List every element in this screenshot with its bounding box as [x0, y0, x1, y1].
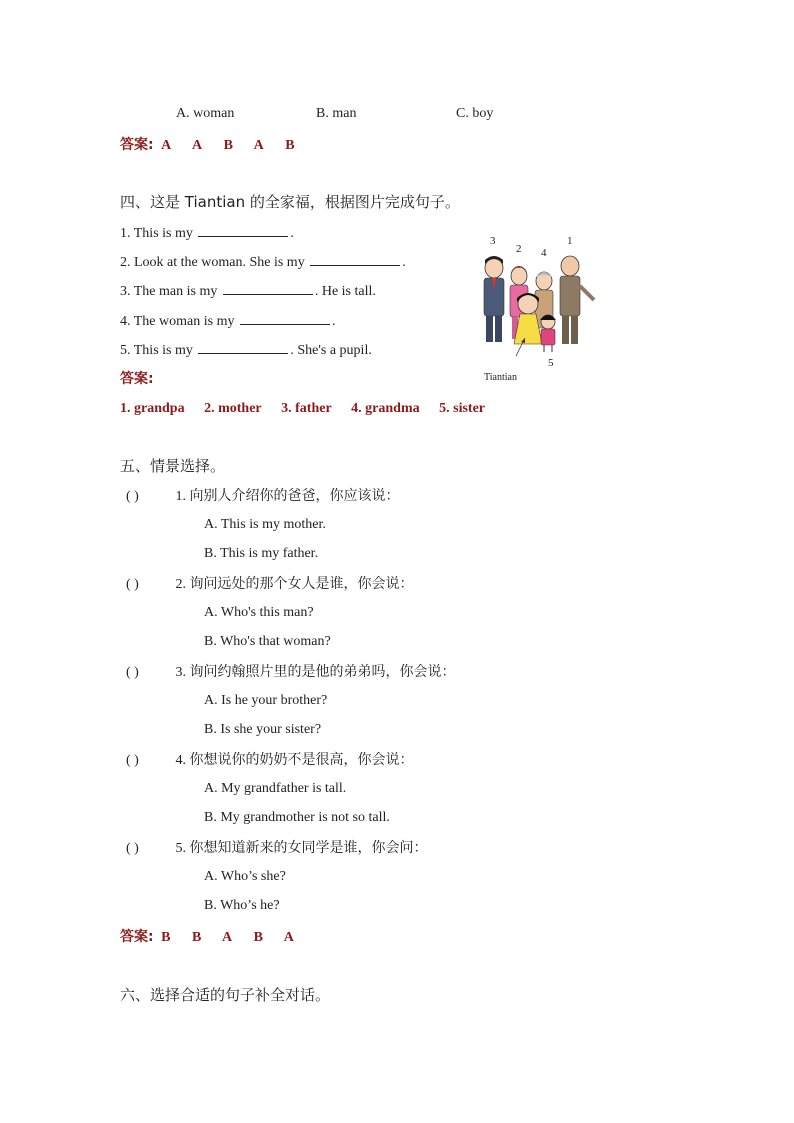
q5-end: . She's a pupil.: [290, 343, 372, 358]
answer-item: B: [223, 138, 233, 153]
option-b: B. Who’s he?: [204, 898, 280, 913]
option-a: A. woman: [176, 106, 235, 121]
sec4-q1: [120, 224, 294, 243]
label-5: 5: [548, 357, 554, 369]
answer-item: A: [161, 138, 172, 153]
label-2: 2: [516, 243, 522, 255]
question-number: 4.: [175, 753, 186, 768]
answer-parentheses[interactable]: ( ): [126, 841, 139, 856]
answer-label: 答案:: [120, 137, 154, 153]
q4-end: .: [331, 314, 336, 329]
sec4-answers: [120, 400, 485, 418]
answer-blank[interactable]: [240, 312, 330, 325]
grandpa-figure: [560, 256, 594, 344]
q3-text: 3. The man is my: [120, 284, 218, 299]
answer-parentheses[interactable]: ( ): [126, 489, 139, 504]
answer-parentheses[interactable]: ( ): [126, 665, 139, 680]
option-b: B. man: [316, 106, 357, 121]
sec3-answer: [120, 136, 313, 155]
sec4-q4: [120, 312, 335, 331]
sec6-heading: 六、选择合适的句子补全对话。: [120, 986, 331, 1004]
sec5-q4: [126, 751, 414, 770]
answer-label: 答案:: [120, 929, 154, 945]
q3-end: . He is tall.: [314, 284, 376, 299]
answer-parentheses[interactable]: ( ): [126, 577, 139, 592]
q1-end: .: [290, 226, 294, 241]
question-text: 询问约翰照片里的是他的弟弟吗，你会说：: [189, 664, 456, 680]
question-text: 你想知道新来的女同学是谁，你会问：: [189, 840, 428, 856]
sec5-answer: [120, 928, 312, 947]
sec5-heading: 五、情景选择。: [120, 457, 226, 475]
answer-item: 3. father: [281, 401, 332, 416]
answer-item: B: [161, 930, 171, 945]
sec5-q1: [126, 487, 400, 506]
answer-blank[interactable]: [198, 224, 288, 237]
answer-item: 4. grandma: [351, 401, 420, 416]
answer-item: 1. grandpa: [120, 401, 185, 416]
answer-item: A: [253, 138, 264, 153]
question-text: 向别人介绍你的爸爸，你应该说：: [189, 488, 400, 504]
sec4-q3: [120, 282, 376, 301]
question-text: 询问远处的那个女人是谁，你会说：: [189, 576, 414, 592]
question-number: 1.: [175, 489, 186, 504]
sec5-q2: [126, 575, 414, 594]
family-picture: [478, 228, 608, 388]
answer-blank[interactable]: [310, 253, 400, 266]
label-3: 3: [490, 235, 496, 247]
q2-end: .: [402, 255, 406, 270]
option-b: B. My grandmother is not so tall.: [204, 810, 390, 825]
answer-item: A: [191, 138, 203, 153]
answer-item: 5. sister: [439, 401, 486, 416]
option-c: C. boy: [456, 106, 494, 121]
question-number: 5.: [175, 841, 186, 856]
label-1: 1: [567, 235, 573, 247]
option-a: A. This is my mother.: [204, 517, 326, 532]
q4-text: 4. The woman is my: [120, 314, 235, 329]
father-figure: [484, 256, 504, 342]
answer-item: A: [283, 930, 294, 945]
q1-text: 1. This is my: [120, 226, 193, 241]
option-b: B. Who's that woman?: [204, 634, 331, 649]
answer-blank[interactable]: [198, 341, 288, 354]
figure-caption: Tiantian: [484, 372, 517, 383]
option-a: A. Is he your brother?: [204, 693, 328, 708]
option-b: B. This is my father.: [204, 546, 319, 561]
answer-item: B: [253, 930, 263, 945]
sec4-q2: [120, 253, 406, 272]
q5-text: 5. This is my: [120, 343, 193, 358]
question-number: 3.: [175, 665, 186, 680]
sister-figure: [540, 315, 556, 352]
sec4-answer-label: 答案:: [120, 371, 154, 387]
question-number: 2.: [175, 577, 186, 592]
q2-text: 2. Look at the woman. She is my: [120, 255, 305, 270]
option-b: B. Is she your sister?: [204, 722, 322, 737]
answer-item: 2. mother: [204, 401, 262, 416]
sec5-q3: [126, 663, 456, 682]
option-a: A. Who's this man?: [204, 605, 314, 620]
answer-item: B: [285, 138, 295, 153]
sec4-heading: 四、这是 Tiantian 的全家福，根据图片完成句子。: [120, 193, 460, 211]
answer-item: A: [222, 930, 233, 945]
sec4-q5: [120, 341, 372, 360]
sec5-q5: [126, 839, 428, 858]
option-a: A. Who’s she?: [204, 869, 286, 884]
answer-blank[interactable]: [223, 282, 313, 295]
answer-parentheses[interactable]: ( ): [126, 753, 139, 768]
label-4: 4: [541, 247, 547, 259]
question-text: 你想说你的奶奶不是很高，你会说：: [189, 752, 414, 768]
answer-item: B: [191, 930, 202, 945]
option-a: A. My grandfather is tall.: [204, 781, 347, 796]
